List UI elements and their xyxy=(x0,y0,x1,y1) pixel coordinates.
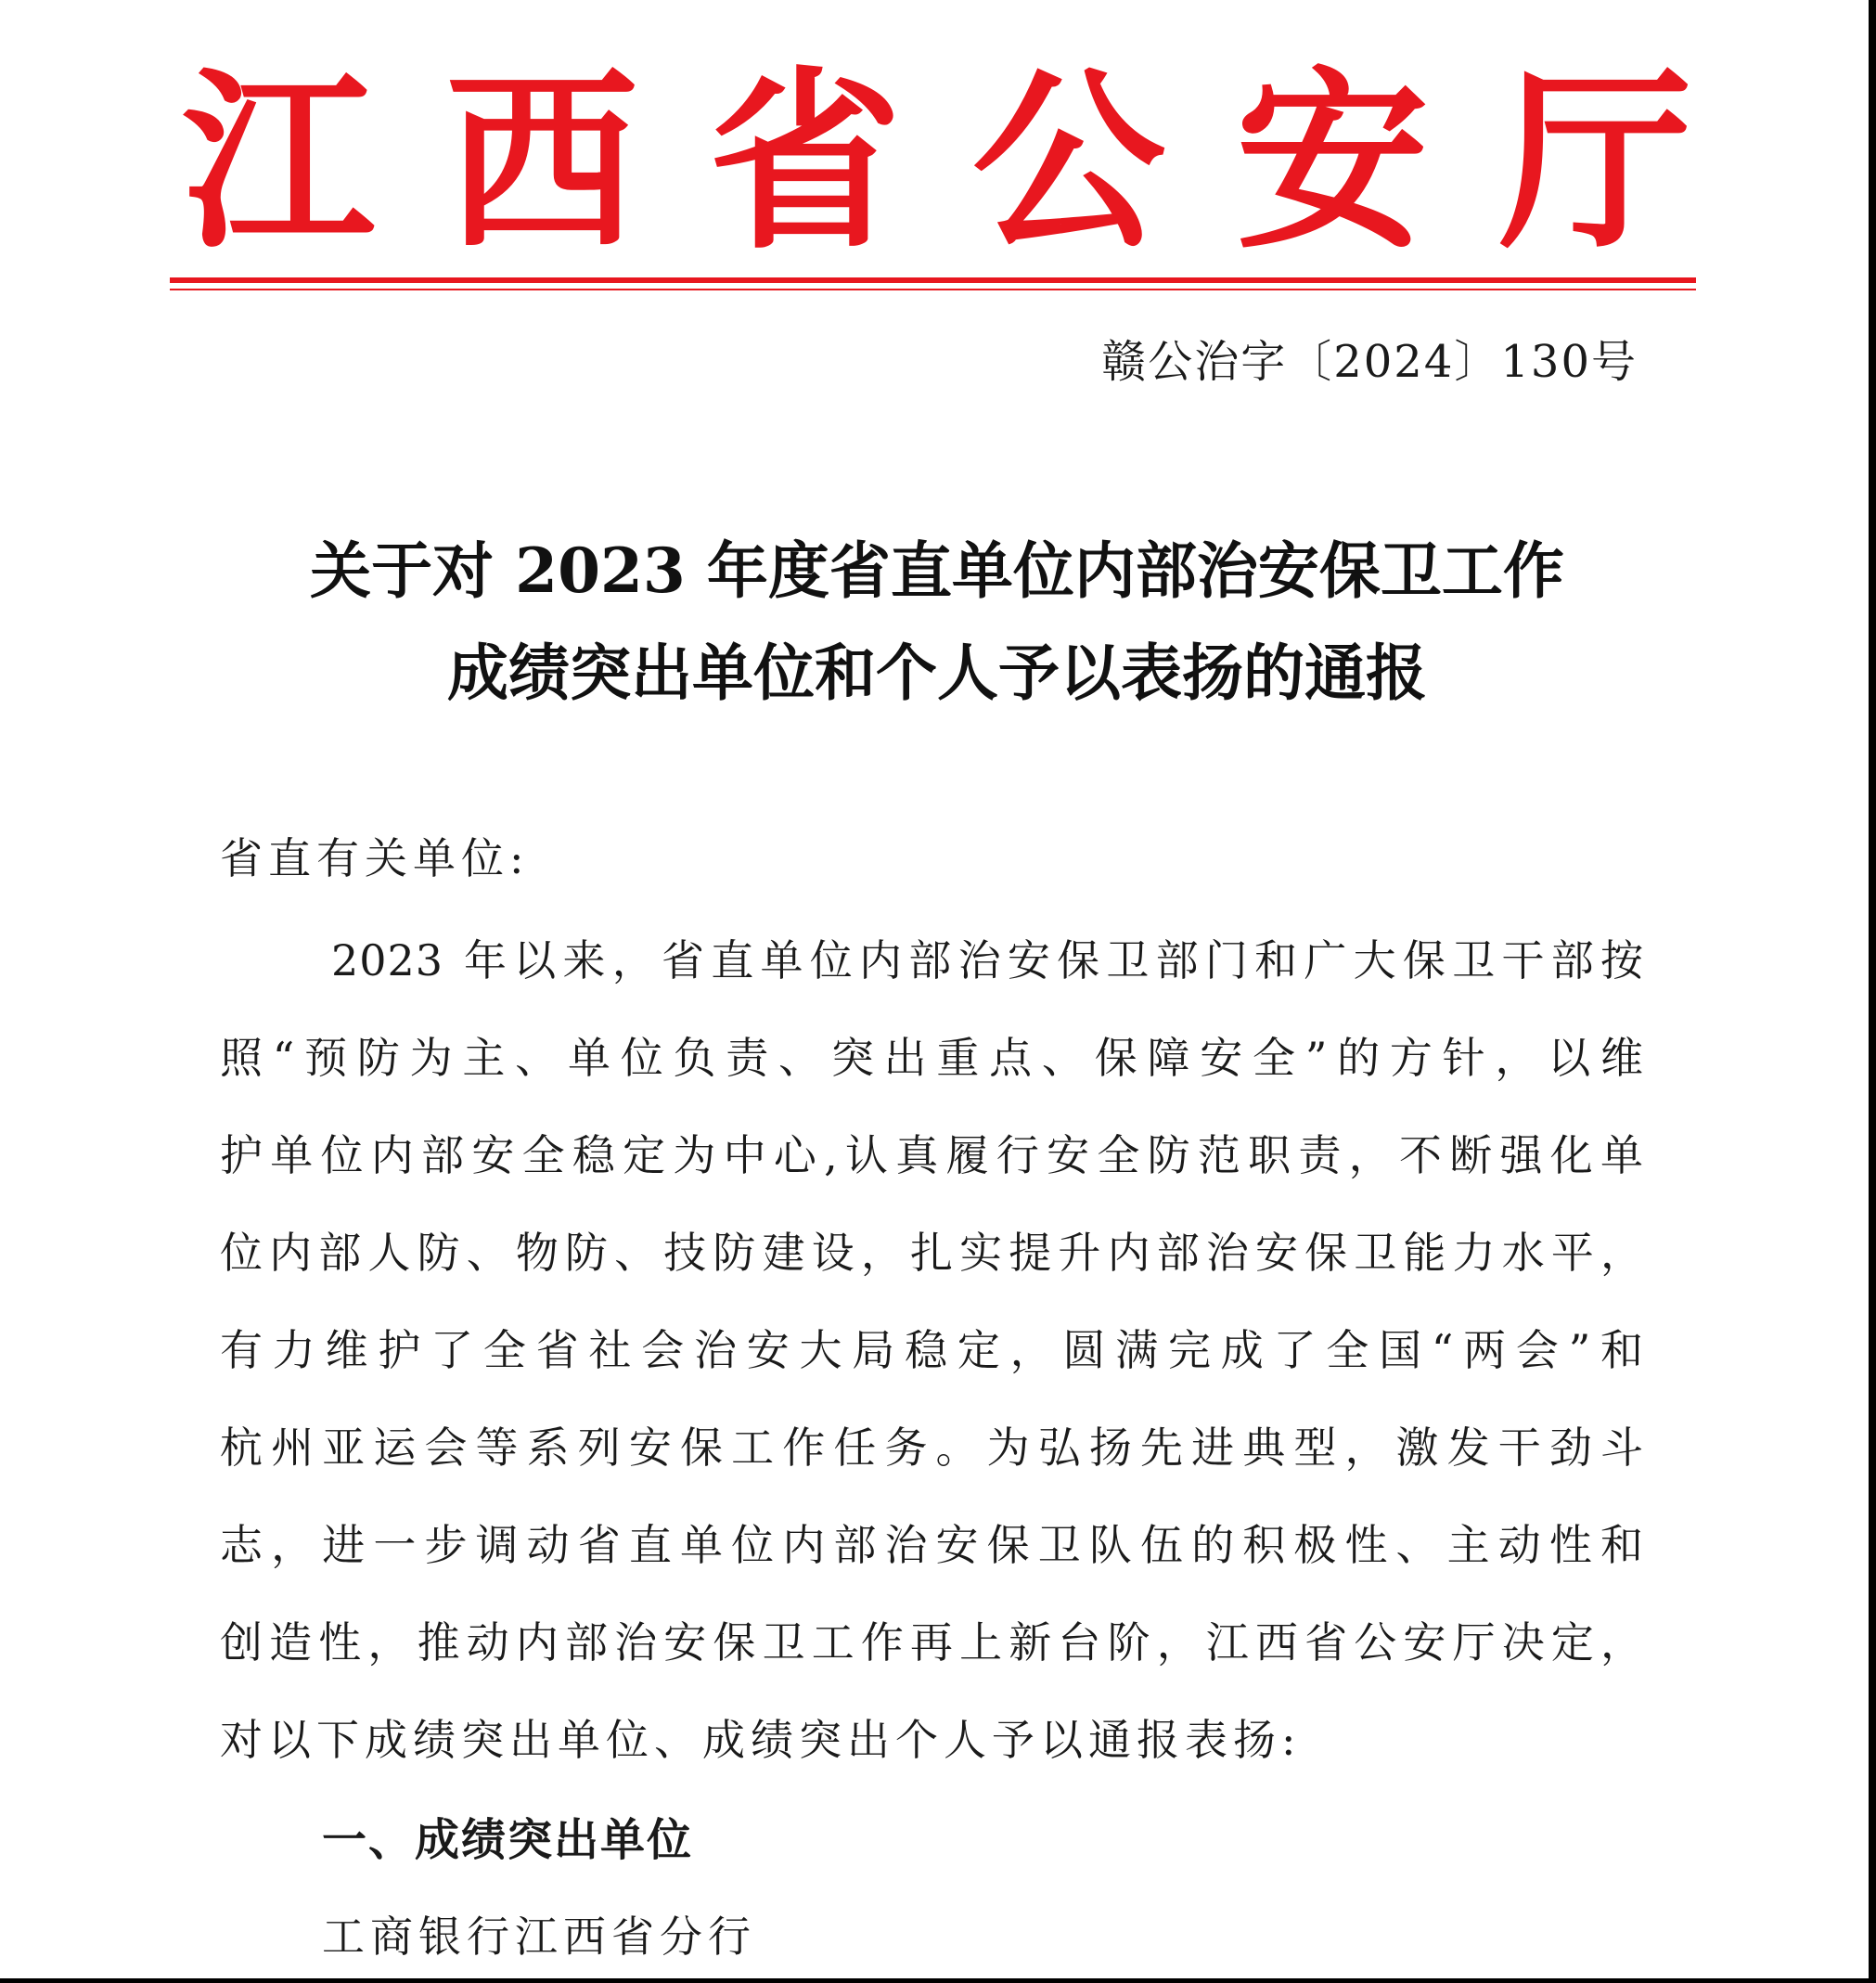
masthead-char: 安 xyxy=(1236,49,1429,276)
section-heading: 一、成绩突出单位 xyxy=(322,1814,694,1866)
salutation: 省直有关单位: xyxy=(220,833,530,883)
masthead-char: 江 xyxy=(182,49,375,276)
masthead-char: 厅 xyxy=(1499,49,1692,276)
list-item: 工商银行江西省分行 xyxy=(322,1912,756,1962)
body-line: 位内部人防、物防、技防建设，扎实提升内部治安保卫能力水平， xyxy=(220,1228,1644,1278)
body-line: 护单位内部安全稳定为中心,认真履行安全防范职责，不断强化单 xyxy=(220,1130,1644,1180)
document-number: 赣公治字〔2024〕130号 xyxy=(1101,336,1638,388)
masthead-char: 省 xyxy=(709,49,902,276)
body-line: 志，进一步调动省直单位内部治安保卫队伍的积极性、主动性和 xyxy=(220,1520,1644,1570)
page-edge-bottom xyxy=(0,1978,1876,1983)
document-title xyxy=(167,520,1707,724)
masthead-char: 西 xyxy=(445,49,638,276)
body-paragraph xyxy=(220,928,1644,1805)
body-line: 2023 年以来，省直单位内部治安保卫部门和广大保卫干部按 xyxy=(331,935,1644,985)
title-line-1: 关于对 2023 年度省直单位内部治安保卫工作 xyxy=(310,534,1564,607)
body-line: 创造性，推动内部治安保卫工作再上新台阶，江西省公安厅决定， xyxy=(220,1617,1644,1668)
page-edge-right xyxy=(1869,0,1876,1983)
body-line: 杭州亚运会等系列安保工作任务。为弘扬先进典型，激发干劲斗 xyxy=(220,1423,1644,1473)
agency-masthead xyxy=(172,49,1703,276)
masthead-red-rule-thin xyxy=(170,289,1696,290)
title-line-2: 成绩突出单位和个人予以表扬的通报 xyxy=(447,637,1427,709)
masthead-red-rule xyxy=(170,277,1696,283)
body-line: 照“预防为主、单位负责、突出重点、保障安全”的方针，以维 xyxy=(220,1033,1644,1083)
body-line: 对以下成绩突出单位、成绩突出个人予以通报表扬: xyxy=(220,1715,1302,1765)
masthead-char: 公 xyxy=(972,49,1165,276)
body-line: 有力维护了全省社会治安大局稳定，圆满完成了全国“两会”和 xyxy=(220,1325,1644,1375)
